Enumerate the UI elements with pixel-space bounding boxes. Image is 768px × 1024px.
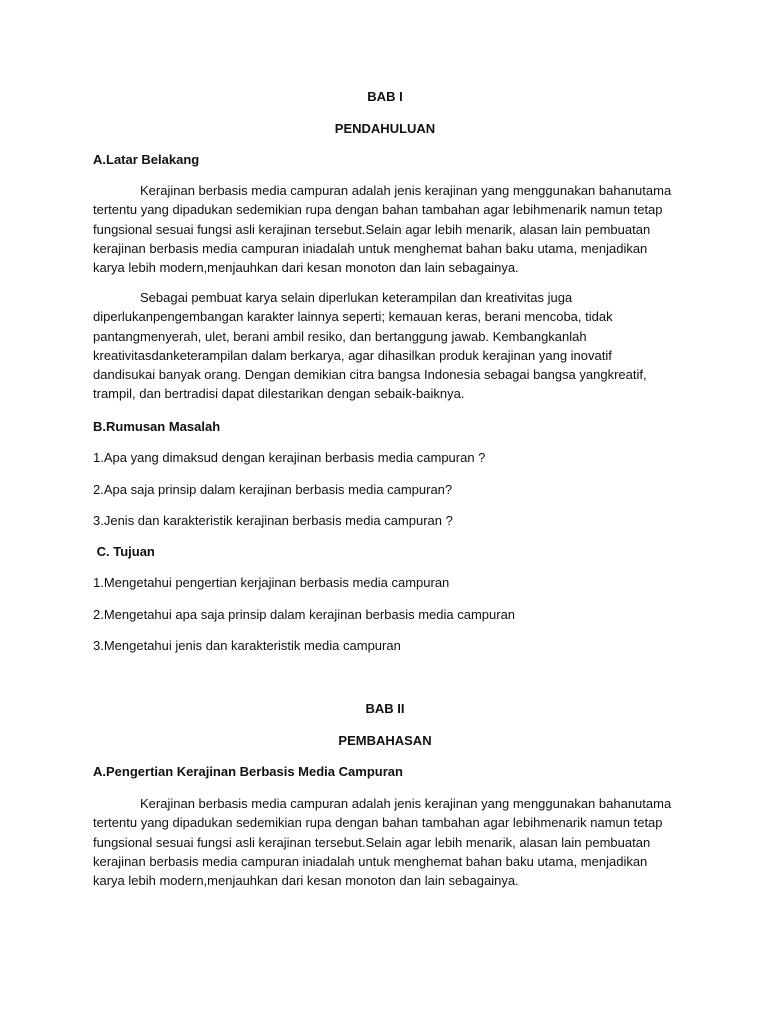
- rumusan-item-3: 3.Jenis dan karakteristik kerajinan berbasis media campuran ?: [93, 513, 453, 528]
- rumusan-item-2: 2.Apa saja prinsip dalam kerajinan berbasis media campuran?: [93, 482, 453, 497]
- chapter-subtitle-pendahuluan: PENDAHULUAN: [334, 121, 436, 136]
- section-heading-pengertian: A.Pengertian Kerajinan Berbasis Media Campuran: [93, 764, 403, 779]
- paragraph-latar-belakang-2: Sebagai pembuat karya selain diperlukan keterampilan dan kreativitas juga diperlukanpengembangan karakter lainnya seperti; kemauan keras, berani mencoba, tidak pantangmenyerah, ulet, berani ambil resiko, dan bertanggung jawab. Kembangkanlah kreativitasdanketerampilan dalam berkarya, agar dihasilkan produk kerajinan yang inovatif dandisukai banyak orang. Dengan demikian citra bangsa Indonesia sebagai bangsa yangkreatif, trampil, dan bertradisi dapat dilestarikan dengan sebaik-baiknya.: [93, 290, 647, 402]
- rumusan-item-1: 1.Apa yang dimaksud dengan kerajinan berbasis media campuran ?: [93, 450, 486, 465]
- tujuan-item-1: 1.Mengetahui pengertian kerjajinan berbasis media campuran: [93, 575, 450, 590]
- tujuan-item-2: 2.Mengetahui apa saja prinsip dalam kerajinan berbasis media campuran: [93, 607, 516, 622]
- section-heading-rumusan-masalah: B.Rumusan Masalah: [93, 419, 221, 434]
- section-heading-latar-belakang: A.Latar Belakang: [93, 152, 200, 167]
- chapter-subtitle-pembahasan: PEMBAHASAN: [338, 733, 432, 748]
- paragraph-pengertian-1: Kerajinan berbasis media campuran adalah jenis kerajinan yang menggunakan bahanutama tertentu yang dipadukan sedemikian rupa dengan bahan tambahan agar lebihmenarik namun tetap fungsional sesuai fungsi asli kerajinan tersebut.Selain agar lebih menarik, alasan lain pembuatan kerajinan berbasis media campuran iniadalah untuk menghemat bahan baku utama, menjadikan karya lebih modern,menjauhkan dari kesan monoton dan lain sebagainya.: [93, 796, 672, 889]
- tujuan-item-3: 3.Mengetahui jenis dan karakteristik media campuran: [93, 638, 401, 653]
- section-heading-tujuan: C. Tujuan: [93, 544, 155, 559]
- chapter-title-bab1: BAB I: [367, 89, 403, 104]
- chapter-title-bab2: BAB II: [365, 701, 405, 716]
- paragraph-latar-belakang-1: Kerajinan berbasis media campuran adalah jenis kerajinan yang menggunakan bahanutama tertentu yang dipadukan sedemikian rupa dengan bahan tambahan agar lebihmenarik namun tetap fungsional sesuai fungsi asli kerajinan tersebut.Selain agar lebih menarik, alasan lain pembuatan kerajinan berbasis media campuran iniadalah untuk menghemat bahan baku utama, menjadikan karya lebih modern,menjauhkan dari kesan monoton dan lain sebagainya.: [93, 183, 672, 276]
